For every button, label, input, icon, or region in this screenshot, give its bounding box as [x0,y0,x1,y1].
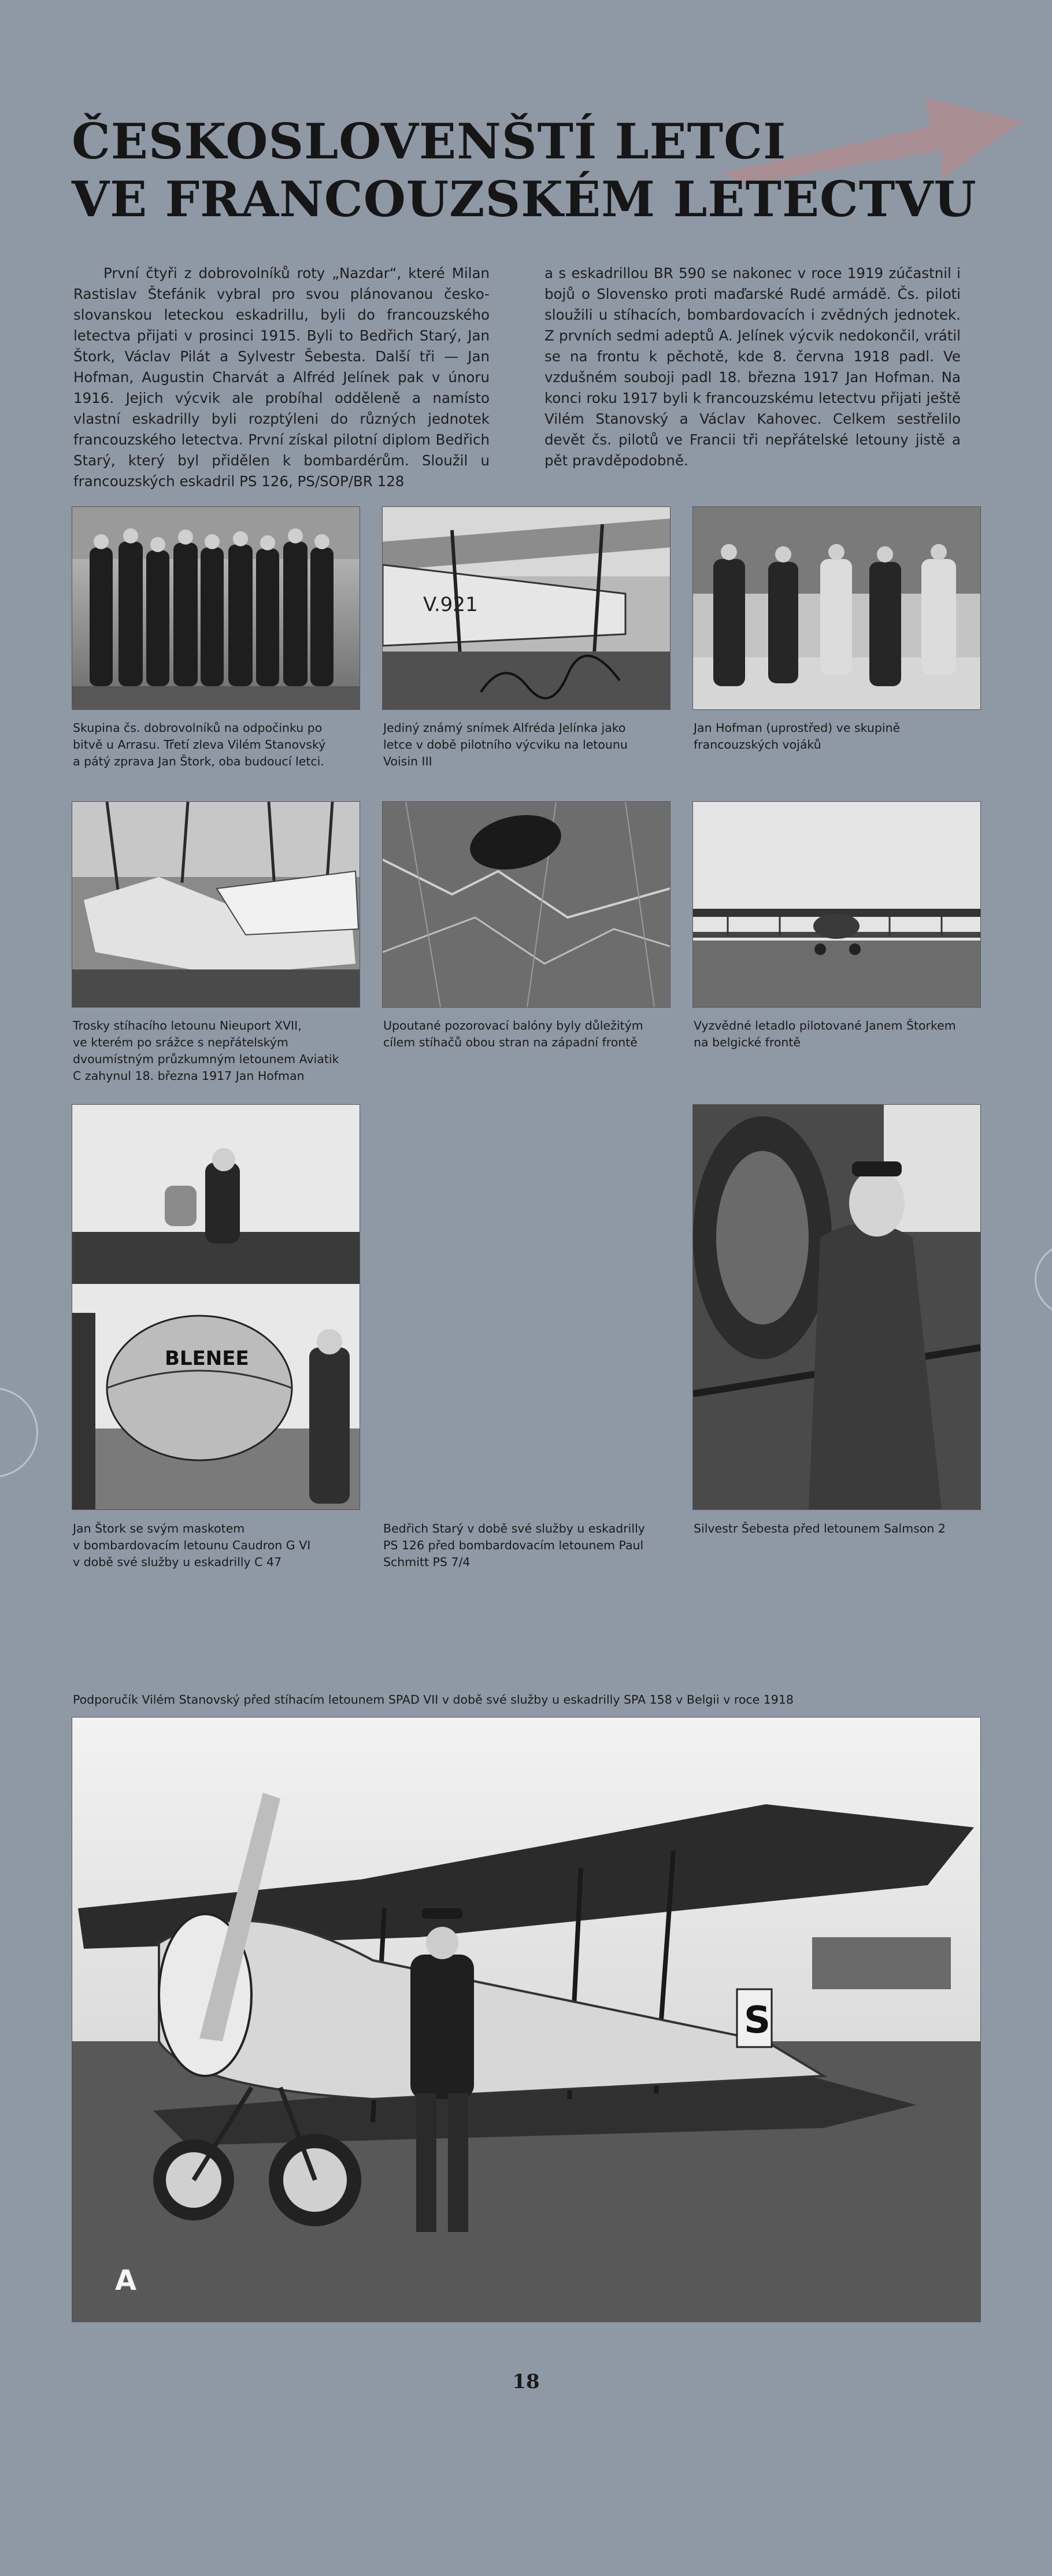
photo-observation-balloon [382,801,671,1008]
photo-stork-mascot-caudron [72,1104,360,1510]
caption-line: cílem stíhačů obou stran na západní frontě [383,1035,638,1049]
intro-column-2: a s eskadrillou BR 590 se nakonec v roce 1919 zúčastnil i bojů o Slovensko proti maďarské Rudé armádě. Čs. piloti sloužili u stíhacích, bombardovacích i zvědných jednotek. Z prvních sedmi adeptů A. Jelínek výcvik nedokončil, vrátil se na frontu k pěchotě, kde 8. června 1918 padl. Ve vzdušném souboji padl 18. března 1917 Jan Hofman. Na konci roku 1917 byli k francouzskému letectvu přijati ještě Vilém Stanovský a Václav Kahovec. Celkem sestřelilo devět čs. pilotů ve Francii tři nepřátelské letouny jistě a pět pravděpodobně. [544,265,961,469]
caption-nieuport [73,1017,339,1085]
caption-line: Voisin III [383,754,432,768]
caption-line: Bedřich Starý v době své služby u eskadrilly [383,1522,645,1535]
caption-line: Trosky stíhacího letounu Nieuport XVII, [73,1019,302,1032]
page-title [72,113,997,228]
caption-line: dvoumístným průzkumným letounem Aviatik [73,1052,339,1066]
caption-jelinek [383,720,628,770]
caption-line: v bombardovacím letounu Caudron G VI [73,1538,311,1552]
caption-sebesta [694,1520,946,1537]
caption-balloons [383,1017,643,1051]
caption-line: Jan Štork se svým maskotem [73,1522,245,1535]
caption-line: Podporučík Vilém Stanovský před stíhacím letounem SPAD VII v době své služby u eskadrilly SPA 158 v Belgii v roce 1918 [73,1693,794,1707]
caption-line: Skupina čs. dobrovolníků na odpočinku po [73,721,323,735]
caption-recon-plane [694,1017,956,1051]
caption-hofman [694,720,900,753]
wing-marking: BLENEE [165,1347,249,1370]
caption-line: v době své služby u eskadrilly C 47 [73,1555,282,1569]
decorative-circle-left [0,1387,38,1478]
photo-stork-recon-plane [692,801,981,1008]
intro-column-1: První čtyři z dobrovolníků roty „Nazdar“, které Milan Rastislav Štefánik vybral pro svou plánovanou česko-slovanskou leteckou eskadrillu, byli do francouzského letectva přijati v prosinci 1915. Byli to Bedřich Starý, Jan Štork, Václav Pilát a Sylvestr Šebesta. Další tři — Jan Hofman, Augustin Charvát a Alfréd Jelínek pak v únoru 1916. Jejich výcvik ale probíhal odděleně a namísto vlastní eskadrilly byli rozptýleni do různých jednotek francouzského letectva. První získal pilotní diplom Bedřich Starý, který byl přidělen k bombardérům. Sloužil u francouzských eskadril PS 126, PS/SOP/BR 128 [73,265,490,490]
caption-stork-mascot [73,1520,310,1571]
caption-line: bitvě u Arrasu. Třetí zleva Vilém Stanovský [73,738,326,752]
caption-line: C zahynul 18. března 1917 Jan Hofman [73,1069,305,1083]
photo-stanovsky-spad [72,1717,981,2322]
page-number: 18 [512,2370,540,2393]
caption-line: letce v době pilotního výcviku na letounu [383,738,628,752]
title-line-2: VE FRANCOUZSKÉM LETECTVU [72,171,977,228]
title-line-1: ČESKOSLOVENŠTÍ LETCI [72,113,787,170]
decorative-circle-right [1035,1243,1052,1316]
plane-marking: V.921 [423,593,478,616]
photo-nieuport-wreck [72,801,360,1008]
photo-hofman-soldiers [692,506,981,710]
caption-line: Schmitt PS 7/4 [383,1555,471,1569]
caption-stary [383,1520,645,1571]
photo-volunteers-group [72,506,360,710]
caption-line: Jediný známý snímek Alfréda Jelínka jako [383,721,626,735]
caption-line: na belgické frontě [694,1035,801,1049]
caption-volunteers [73,720,325,770]
caption-stanovsky-spad [73,1692,794,1708]
caption-line: francouzských vojáků [694,738,821,752]
caption-line: Silvestr Šebesta před letounem Salmson 2 [694,1522,946,1535]
caption-line: a pátý zprava Jan Štork, oba budoucí letci. [73,754,324,768]
corner-letter: A [115,2264,137,2297]
caption-line: Jan Hofman (uprostřed) ve skupině [694,721,901,735]
photo-jelinek-voisin [382,506,671,710]
photo-sebesta-salmson [692,1104,981,1510]
caption-line: Vyzvědné letadlo pilotované Janem Štorkem [694,1019,956,1032]
caption-line: ve kterém po srážce s nepřátelským [73,1035,288,1049]
tail-letter: S [744,1999,771,2042]
caption-line: PS 126 před bombardovacím letounem Paul [383,1538,644,1552]
caption-line: Upoutané pozorovací balóny byly důležitým [383,1019,643,1032]
